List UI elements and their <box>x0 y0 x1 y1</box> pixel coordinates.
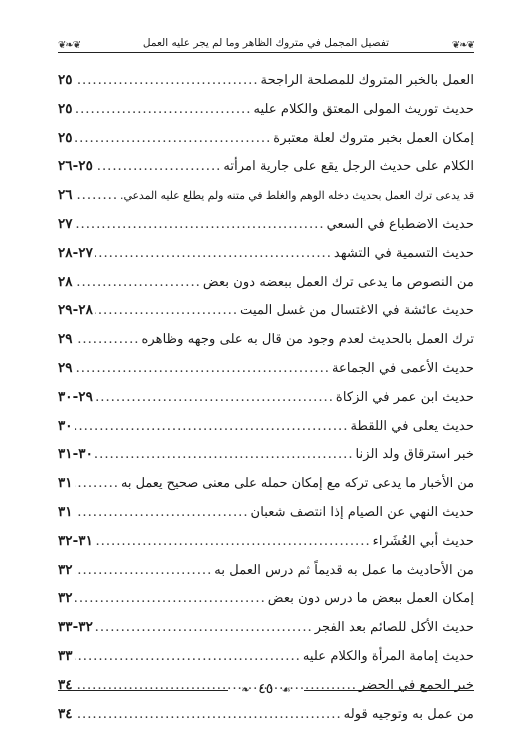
dot-leader <box>95 153 221 182</box>
toc-entry-title: إمكان العمل بخبر متروك لعلة معتبرة <box>273 130 474 146</box>
toc-entry-page: ٣٤ <box>58 705 73 722</box>
toc-entry-title: حديث الأكل للصائم بعد الفجر <box>314 620 474 636</box>
toc-entry-title: حديث يعلى في اللقطة <box>350 418 474 434</box>
toc-entry-page: ٢٥ <box>58 72 73 88</box>
toc-entry-title: ترك العمل بالحديث لعدم وجود من قال به على وجهه وظاهره <box>141 332 474 348</box>
dot-leader <box>95 614 313 643</box>
toc-entry-page: ٣٢ <box>58 561 73 578</box>
toc-entry-title: إمكان العمل ببعض ما درس دون بعض <box>267 591 474 607</box>
toc-entry-title: حديث توريث المولى المعتق والكلام عليه <box>253 101 474 117</box>
toc-entry-title: حديث ابن عمر في الزكاة <box>335 389 474 405</box>
toc-entry-page: ٢٥-٢٦ <box>58 158 93 175</box>
toc-entry-page: ٢٩-٣٠ <box>58 388 93 405</box>
dot-leader <box>75 182 118 211</box>
toc-entry-title: حديث التسمية في التشهد <box>333 245 474 261</box>
dot-leader <box>95 441 354 470</box>
toc-entry <box>58 95 474 124</box>
toc-entry <box>58 239 474 268</box>
toc-entry-title: حديث النهي عن الصيام إذا انتصف شعبان <box>250 504 474 520</box>
toc-entry <box>58 124 474 153</box>
table-of-contents <box>58 66 474 728</box>
toc-entry-title: حديث الاضطباع في السعي <box>326 216 474 232</box>
toc-entry-page: ٣٢-٣٣ <box>58 619 93 636</box>
dot-leader <box>75 413 349 442</box>
toc-entry-page: ٣١ <box>58 503 73 520</box>
dot-leader <box>75 499 249 528</box>
dot-leader <box>75 96 252 125</box>
toc-entry-page: ٣٤ <box>58 676 73 693</box>
toc-entry-title: حديث إمامة المرأة والكلام عليه <box>302 648 474 664</box>
dot-leader <box>95 240 332 269</box>
dot-leader <box>75 643 301 672</box>
dot-leader <box>95 297 238 326</box>
toc-entry-page: ٢٩ <box>58 359 73 376</box>
toc-entry <box>58 354 474 383</box>
toc-entry-page: ٢٧-٢٨ <box>58 244 93 261</box>
dot-leader <box>95 528 371 557</box>
toc-entry-page: ٢٧ <box>58 215 73 232</box>
dot-leader <box>75 125 272 154</box>
toc-entry-page: ٢٥ <box>58 100 73 117</box>
dot-leader <box>75 585 266 614</box>
toc-entry-title: حديث عائشة في الاغتسال من غسل الميت <box>240 303 474 319</box>
dot-leader <box>75 269 201 298</box>
toc-entry-title: قد يدعى ترك العمل بحديث دخله الوهم والغلط في متنه ولم يطلع عليه المدعي. <box>120 189 474 203</box>
toc-entry-page: ٣٠-٣١ <box>58 446 93 463</box>
toc-entry-page: ٣١ <box>58 475 73 492</box>
toc-entry <box>58 556 474 585</box>
header-ornament-right: ❦❧❦ <box>451 40 474 51</box>
toc-entry-page: ٢٨-٢٩ <box>58 302 93 319</box>
footer-ornament-left: ❧ <box>241 685 250 696</box>
dot-leader <box>95 384 334 413</box>
toc-entry <box>58 469 474 498</box>
toc-entry-title: خبر الجمع في الحضر <box>358 677 474 693</box>
toc-entry <box>58 181 474 210</box>
toc-entry-page: ٣٢ <box>58 590 73 607</box>
toc-entry-page: ٢٩ <box>58 331 73 348</box>
toc-entry <box>58 584 474 613</box>
toc-entry <box>58 440 474 469</box>
dot-leader <box>75 701 342 729</box>
toc-entry-title: من عمل به وتوجيه قوله <box>343 706 474 722</box>
page-number: ٤٥ <box>258 681 274 697</box>
toc-entry <box>58 152 474 181</box>
toc-entry-title: الكلام على حديث الرجل يقع على جارية امرأته <box>223 159 474 175</box>
page-number-block <box>58 681 474 697</box>
toc-entry <box>58 642 474 671</box>
toc-entry <box>58 296 474 325</box>
toc-entry-title: من النصوص ما يدعى ترك العمل ببعضه دون بعض <box>202 274 474 290</box>
toc-entry <box>58 325 474 354</box>
running-header-title: تفصيل المجمل في متروك الظاهر وما لم يجر عليه العمل <box>142 37 390 49</box>
toc-entry-page: ٢٥ <box>58 129 73 146</box>
dot-leader <box>75 355 330 384</box>
toc-entry-page: ٣١-٣٢ <box>58 532 93 549</box>
toc-entry-page: ٣٠ <box>58 417 73 434</box>
header-ornament-left: ❦❧❦ <box>58 40 81 51</box>
running-header <box>58 28 474 60</box>
toc-entry <box>58 268 474 297</box>
toc-entry-page: ٢٦ <box>58 187 73 204</box>
toc-entry <box>58 498 474 527</box>
header-rule <box>58 52 474 53</box>
dot-leader <box>75 470 119 499</box>
toc-entry <box>58 383 474 412</box>
toc-entry-title: من الأخبار ما يدعى تركه مع إمكان حمله على معنى صحيح يعمل به <box>120 476 474 492</box>
dot-leader <box>75 326 140 355</box>
toc-entry-title: حديث الأعمى في الجماعة <box>331 360 474 376</box>
toc-entry <box>58 527 474 556</box>
toc-entry <box>58 412 474 441</box>
toc-entry-title: العمل بالخبر المتروك للمصلحة الراجحة <box>260 73 474 88</box>
page-footer <box>58 676 474 704</box>
toc-entry-page: ٢٨ <box>58 273 73 290</box>
dot-leader <box>75 211 325 240</box>
toc-entry <box>58 66 474 95</box>
footer-ornament-right: ☙ <box>281 685 291 696</box>
toc-entry-title: خبر استرقاق ولد الزنا <box>355 447 474 463</box>
toc-entry-page: ٣٣ <box>58 647 73 664</box>
toc-entry-title: من الأحاديث ما عمل به قديماً ثم درس العمل به <box>214 562 474 578</box>
toc-entry-title: حديث أبي العُشَراء <box>372 533 474 549</box>
dot-leader <box>75 67 259 96</box>
toc-entry <box>58 613 474 642</box>
toc-entry <box>58 210 474 239</box>
dot-leader <box>75 557 213 586</box>
